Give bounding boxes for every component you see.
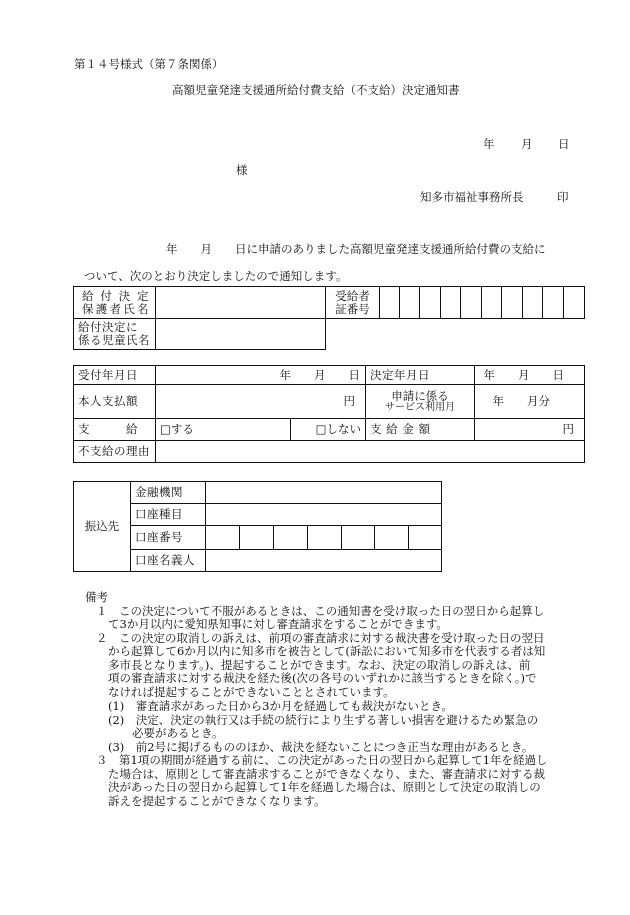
note-line: なければ提起することができないこととされています。 [108, 685, 395, 699]
document-title: 高額児童発達支援通所給付費支給（不支給）決定通知書 [172, 83, 460, 97]
note-line: 必要があるとき。 [132, 726, 224, 740]
self-pay-label: 本人支払額 [74, 385, 156, 419]
note-line: １ この決定について不服があるときは、この通知書を受け取った日の翌日から起算し [96, 604, 545, 618]
guardian-name-field[interactable] [156, 287, 326, 319]
certificate-digit-5[interactable] [461, 287, 482, 319]
note-line: (2) 決定、決定の執行又は手続の続行により生ずる著しい損害を避けるため緊急の [108, 713, 539, 727]
note-line: 訴えを提起することができなくなります。 [108, 794, 326, 808]
child-name-field[interactable] [156, 319, 326, 350]
form-number: 第１４号様式（第７条関係） [74, 57, 224, 71]
self-pay-field[interactable]: 円 [156, 385, 366, 419]
date-day: 日 [558, 137, 570, 151]
received-date-label: 受付年月日 [74, 366, 156, 385]
note-line: (3) 前2号に掲げるもののほか、裁決を経ないことにつき正当な理由があるとき。 [108, 740, 534, 754]
date-month: 月 [521, 137, 533, 151]
certificate-digit-7[interactable] [502, 287, 523, 319]
account-digit-6[interactable] [375, 526, 409, 550]
note-line: 決があった日の翌日から起算して1年を経過した場合は、原則として決定の取消しの [108, 780, 541, 794]
certificate-digit-8[interactable] [523, 287, 543, 319]
account-holder-label: 口座名義人 [131, 550, 206, 572]
transfer-table [73, 481, 442, 572]
child-name-label: 給付決定に 係る児童氏名 [74, 319, 156, 350]
note-line: ２ この決定の取消しの訴えは、前項の審査請求に対する裁決書を受け取った日の翌日 [96, 631, 545, 645]
certificate-digit-2[interactable] [400, 287, 420, 319]
decision-date-field[interactable]: 年 月 日 [475, 366, 585, 385]
decision-date-label: 決定年月日 [366, 366, 475, 385]
payment-no-checkbox[interactable]: □しない [291, 419, 366, 441]
certificate-digit-3[interactable] [420, 287, 441, 319]
account-type-field[interactable] [206, 504, 442, 526]
applied-month-label: 申請に係る サービス利用月 [366, 385, 475, 419]
payment-yes-checkbox[interactable]: □する [156, 419, 291, 441]
intro-line-1: 年 月 日に申請のありました高額児童発達支援通所給付費の支給に [166, 242, 546, 256]
account-digit-3[interactable] [274, 526, 308, 550]
bank-field[interactable] [206, 482, 442, 504]
issuer-seal: 印 [557, 190, 569, 204]
nonpay-reason-label: 不支給の理由 [74, 441, 156, 463]
account-digit-5[interactable] [342, 526, 375, 550]
certificate-digit-6[interactable] [482, 287, 502, 319]
note-line: た場合は、原則として審査請求することができなくなり、また、審査請求に対する裁 [108, 767, 545, 781]
transfer-to-label: 振込先 [74, 482, 131, 572]
payment-amount-field[interactable]: 円 [475, 419, 585, 441]
account-holder-field[interactable] [206, 550, 442, 572]
date-year: 年 [483, 137, 495, 151]
certificate-digit-4[interactable] [441, 287, 461, 319]
intro-line-2: ついて、次のとおり決定しましたので通知します。 [84, 269, 348, 283]
certificate-digit-1[interactable] [380, 287, 400, 319]
note-line: 多市長となります。)、提起することができます。なお、決定の取消しの訴えは、前 [108, 658, 531, 672]
nonpay-reason-field[interactable] [156, 441, 585, 463]
note-line: ３ 第1項の期間が経過する前に、この決定があった日の翌日から起算して1年を経過し [96, 753, 548, 767]
account-digit-7[interactable] [409, 526, 442, 550]
table1-blank [326, 319, 585, 350]
note-line: て3か月以内に愛知県知事に対し審査請求をすることができます。 [108, 617, 448, 631]
account-number-label: 口座番号 [131, 526, 206, 550]
bank-label: 金融機関 [131, 482, 206, 504]
account-digit-1[interactable] [206, 526, 240, 550]
applicant-table [73, 286, 585, 350]
recipient-suffix: 様 [236, 163, 248, 177]
payment-amount-label: 支 給 金 額 [366, 419, 475, 441]
note-line: 項の審査請求に対する裁決を経た後(次の各号のいずれかに該当するときを除く。)で [108, 671, 537, 685]
account-digit-2[interactable] [240, 526, 274, 550]
received-date-field[interactable]: 年 月 日 [156, 366, 366, 385]
decision-table [73, 365, 585, 463]
applied-month-field[interactable]: 年 月分 [475, 385, 585, 419]
note-line: (1) 審査請求があった日から3か月を経過しても裁決がないとき。 [108, 699, 454, 713]
guardian-name-label: 給 付 決 定 保護者氏名 [74, 287, 156, 319]
account-digit-4[interactable] [308, 526, 342, 550]
account-type-label: 口座種目 [131, 504, 206, 526]
notes-heading: 備考 [85, 590, 108, 604]
certificate-digit-9[interactable] [543, 287, 564, 319]
note-line: から起算して6か月以内に知多市を被告として(訴訟において知多市を代表する者は知 [108, 644, 546, 658]
payment-label: 支 給 [74, 419, 156, 441]
issuer-name: 知多市福祉事務所長 [420, 190, 524, 204]
certificate-number-label: 受給者 証番号 [326, 287, 380, 319]
certificate-digit-10[interactable] [564, 287, 585, 319]
